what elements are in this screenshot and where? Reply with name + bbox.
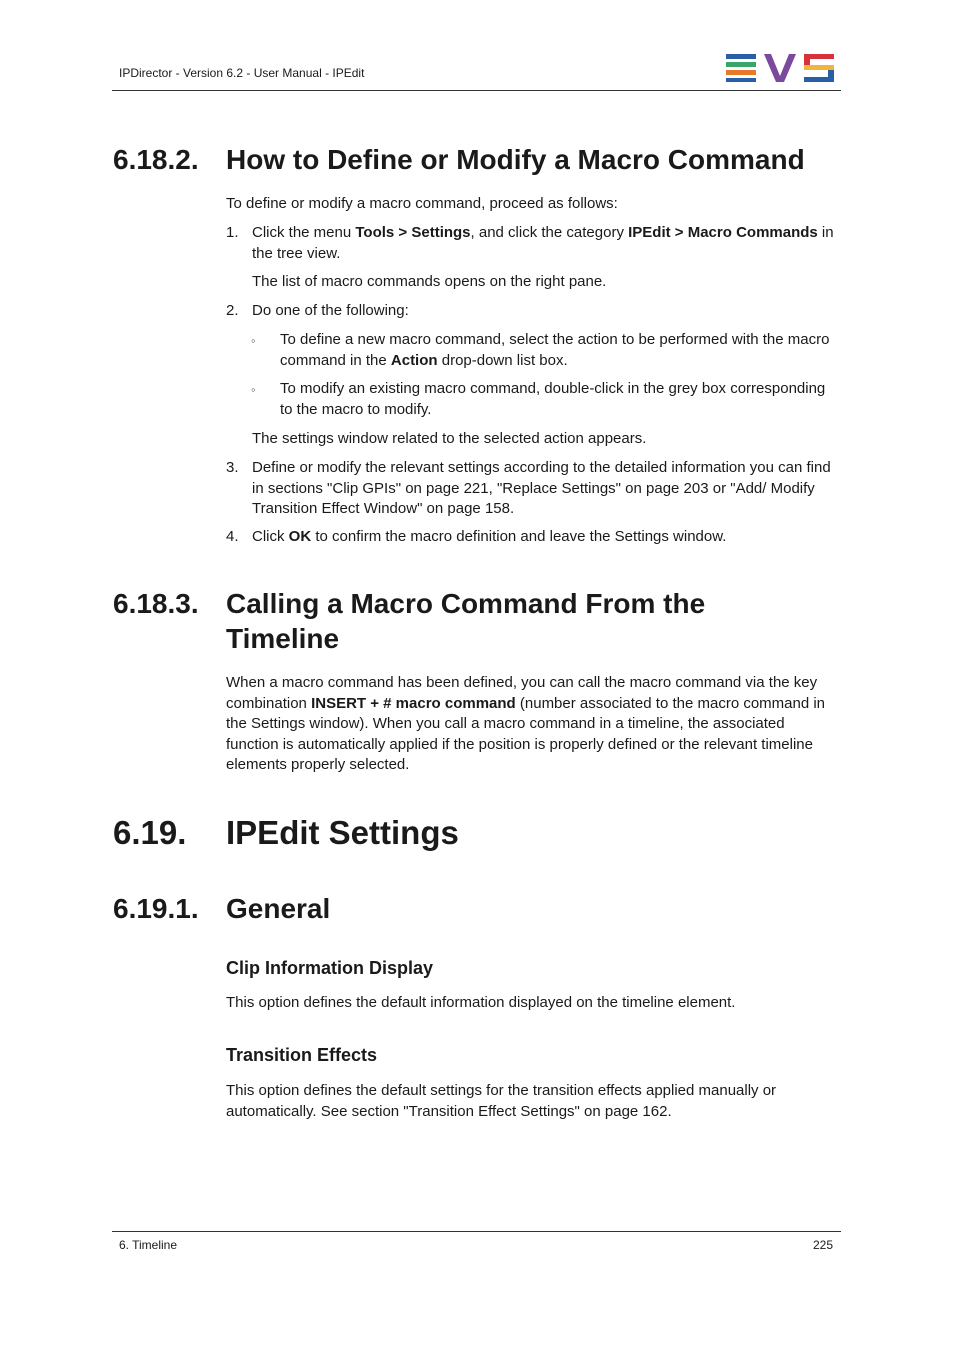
clip-info-paragraph: This option defines the default information displayed on the timeline element. — [226, 994, 736, 1011]
section-title: General — [226, 893, 331, 924]
step-3-text: Define or modify the relevant settings according to the detailed information you can find in sections "Clip GPIs" on page 221, "Replace Settings" on page 203 or "Add/ Modify Transition Effect Window" on page 158. — [252, 459, 831, 517]
subheading-transition-effects: Transition Effects — [226, 1045, 378, 1065]
step-1-text: Click the menu Tools > Settings, and click the category IPEdit > Macro Commands in the tree view. — [252, 224, 834, 262]
section-number: 6.19.1. — [113, 893, 199, 924]
step-1-note: The list of macro commands opens on the right pane. — [252, 273, 607, 290]
section-number: 6.19. — [113, 814, 187, 851]
header-doc-title: IPDirector - Version 6.2 - User Manual - IPEdit — [119, 66, 365, 80]
bullet-icon: ◦ — [251, 333, 256, 348]
transition-effects-paragraph: This option defines the default settings for the transition effects applied manually or automatically. See section "Transition Effect Settings" on page 162. — [226, 1082, 777, 1120]
section-title: IPEdit Settings — [226, 814, 459, 851]
macro-call-paragraph: When a macro command has been defined, you can call the macro command via the key combination INSERT + # macro command (number associated to the macro command in the Settings window). When you call a macro command in a timeline, the associated function is automatically applied if the position is properly defined or the relevant timeline elements properly selected. — [226, 674, 826, 773]
step-2-note: The settings window related to the selected action appears. — [252, 430, 647, 447]
header-divider — [112, 90, 841, 91]
step-number: 2. — [226, 302, 239, 319]
page-number: 225 — [812, 1238, 833, 1252]
section-number: 6.18.3. — [113, 588, 199, 619]
step-number: 3. — [226, 459, 239, 476]
subheading-clip-information-display: Clip Information Display — [226, 958, 434, 978]
step-2-text: Do one of the following: — [252, 302, 409, 319]
step-number: 1. — [226, 224, 239, 241]
sub-item-modify: To modify an existing macro command, double-click in the grey box corresponding to the macro to modify. — [280, 380, 826, 418]
sub-item-define: To define a new macro command, select the action to be performed with the macro command in the Action drop-down list box. — [280, 331, 830, 369]
section-title: Calling a Macro Command From the Timeline — [226, 588, 706, 654]
step-4-text: Click OK to confirm the macro definition and leave the Settings window. — [252, 528, 727, 545]
footer-chapter: 6. Timeline — [119, 1238, 178, 1252]
intro-paragraph: To define or modify a macro command, proceed as follows: — [226, 195, 618, 212]
step-number: 4. — [226, 528, 239, 545]
bullet-icon: ◦ — [251, 382, 256, 397]
footer-divider — [112, 1231, 841, 1232]
evs-logo — [726, 54, 834, 82]
section-title: How to Define or Modify a Macro Command — [226, 144, 805, 175]
section-number: 6.18.2. — [113, 144, 199, 175]
